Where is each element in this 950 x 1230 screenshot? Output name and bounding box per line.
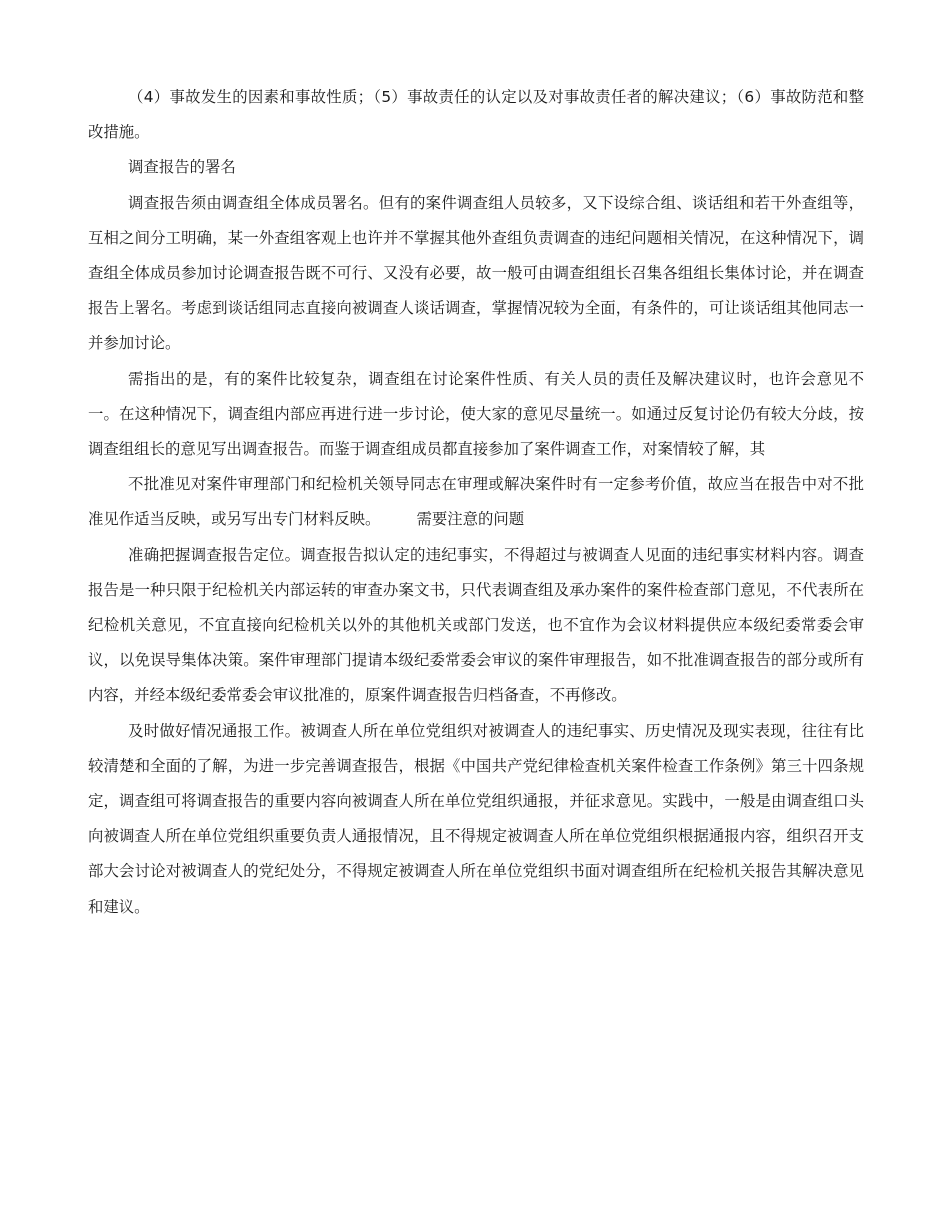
paragraph-notification: 及时做好情况通报工作。被调查人所在单位党组织对被调查人的违纪事实、历史情况及现实表现，往往有比较清楚和全面的了解，为进一步完善调查报告，根据《中国共产党纪律检查机关案件检查工作条例》第三十四条规定，调查组可将调查报告的重要内容向被调查人所在单位党组织通报，并征求意见。实践中，一般是由调查组口头向被调查人所在单位党组织重要负责人通报情况，且不得规定被调查人所在单位党组织根据通报内容，组织召开支部大会讨论对被调查人的党纪处分，不得规定被调查人所在单位党组织书面对调查组所在纪检机关报告其解决意见和建议。 [88, 721, 864, 916]
paragraph-report-positioning: 准确把握调查报告定位。调查报告拟认定的违纪事实，不得超过与被调查人见面的违纪事实材料内容。调查报告是一种只限于纪检机关内部运转的审查办案文书，只代表调查组及承办案件的案件检查部门意见，不代表所在纪检机关意见，不宜直接向纪检机关以外的其他机关或部门发送，也不宜作为会议材料提供应本级纪委常委会审议，以免误导集体决策。案件审理部门提请本级纪委常委会审议的案件审理报告，如不批准调查报告的部分或所有内容，并经本级纪委常委会审议批准的，原案件调查报告归档备查，不再修改。 [88, 545, 864, 705]
dissent-text: 不批准见对案件审理部门和纪检机关领导同志在审理或解决案件时有一定参考价值，故应当在报告中对不批准见作适当反映，或另写出专门材料反映。 [88, 475, 864, 529]
paragraph-signature-rules: 调查报告须由调查组全体成员署名。但有的案件调查组人员较多，又下设综合组、谈话组和若干外查组等，互相之间分工明确，某一外查组客观上也许并不掌握其他外查组负责调查的违纪问题相关情况，在这种情况下，调查组全体成员参加讨论调查报告既不可行、又没有必要，故一般可由调查组组长召集各组组长集体讨论，并在调查报告上署名。考虑到谈话组同志直接向被调查人谈话调查，掌握情况较为全面，有条件的，可让谈话组其他同志一并参加讨论。 [88, 193, 864, 353]
paragraph-dissent-note [88, 467, 864, 537]
document-body [88, 80, 864, 925]
section-heading-signature: 调查报告的署名 [128, 158, 236, 177]
paragraph-accident-contents: （4）事故发生的因素和事故性质；（5）事故责任的认定以及对事故责任者的解决建议；（6）事故防范和整改措施。 [88, 88, 864, 142]
section-heading-attention: 需要注意的问题 [416, 510, 525, 529]
paragraph-disagreement: 需指出的是，有的案件比较复杂，调查组在讨论案件性质、有关人员的责任及解决建议时，也许会意见不一。在这种情况下，调查组内部应再进行进一步讨论，使大家的意见尽量统一。如通过反复讨论仍有较大分歧，按调查组组长的意见写出调查报告。而鉴于调查组成员都直接参加了案件调查工作，对案情较了解，其 [88, 369, 864, 459]
